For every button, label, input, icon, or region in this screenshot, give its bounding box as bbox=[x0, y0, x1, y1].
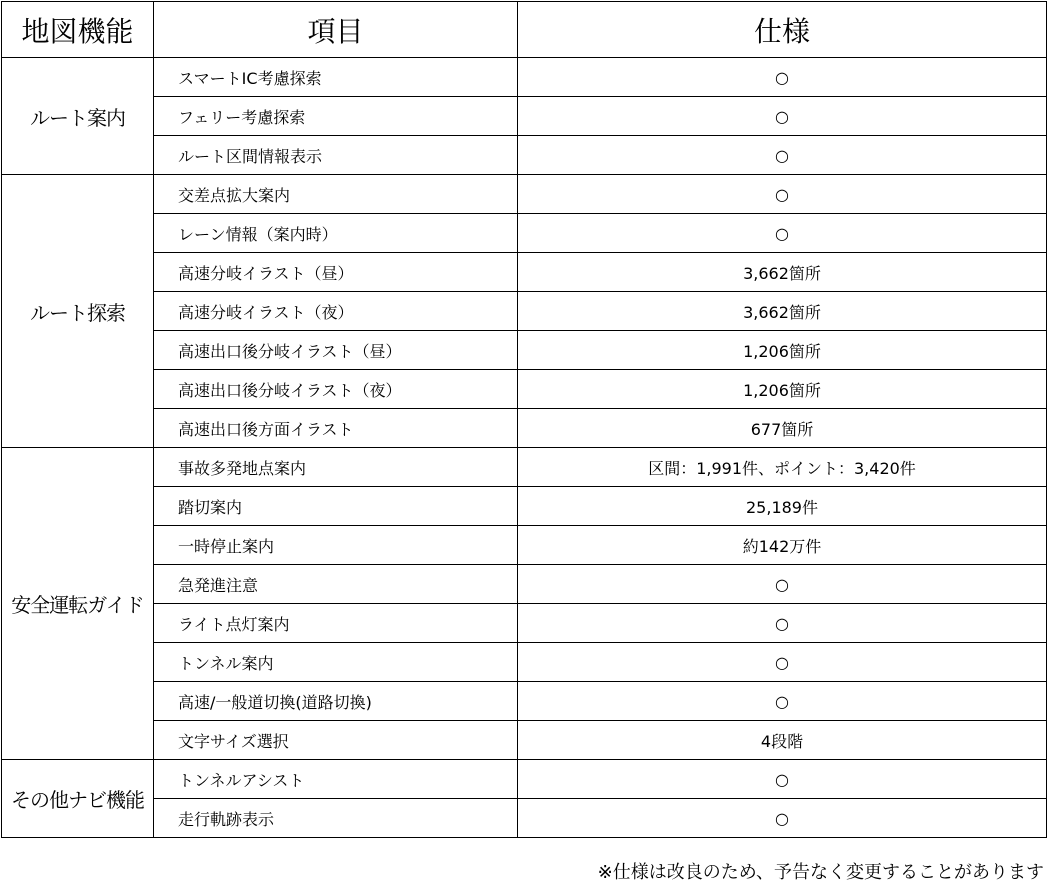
spec-value: 区間：1,991件、ポイント：3,420件 bbox=[518, 448, 1047, 487]
item-label: レーン情報（案内時） bbox=[154, 214, 518, 253]
category-safe-driving-guide: 安全運転ガイド bbox=[2, 448, 154, 760]
item-label: 一時停止案内 bbox=[154, 526, 518, 565]
table-row bbox=[2, 526, 1047, 565]
item-label: 交差点拡大案内 bbox=[154, 175, 518, 214]
table-row bbox=[2, 682, 1047, 721]
category-route-search: ルート探索 bbox=[2, 175, 154, 448]
header-spec: 仕様 bbox=[518, 2, 1047, 58]
item-label: 急発進注意 bbox=[154, 565, 518, 604]
table-row bbox=[2, 175, 1047, 214]
header-row bbox=[2, 2, 1047, 58]
item-label: トンネル案内 bbox=[154, 643, 518, 682]
item-label: ルート区間情報表示 bbox=[154, 136, 518, 175]
item-label: 事故多発地点案内 bbox=[154, 448, 518, 487]
table-row bbox=[2, 370, 1047, 409]
spec-value: ○ bbox=[518, 760, 1047, 799]
item-label: 高速出口後分岐イラスト（夜） bbox=[154, 370, 518, 409]
spec-value: 3,662箇所 bbox=[518, 253, 1047, 292]
spec-value: ○ bbox=[518, 58, 1047, 97]
item-label: 文字サイズ選択 bbox=[154, 721, 518, 760]
table-row bbox=[2, 487, 1047, 526]
table-row bbox=[2, 292, 1047, 331]
item-label: 高速/一般道切換(道路切換) bbox=[154, 682, 518, 721]
table-row bbox=[2, 760, 1047, 799]
spec-value: ○ bbox=[518, 97, 1047, 136]
spec-value: ○ bbox=[518, 799, 1047, 838]
spec-value: ○ bbox=[518, 136, 1047, 175]
table-row bbox=[2, 58, 1047, 97]
table-row bbox=[2, 331, 1047, 370]
spec-value: ○ bbox=[518, 565, 1047, 604]
spec-value: 約142万件 bbox=[518, 526, 1047, 565]
item-label: 走行軌跡表示 bbox=[154, 799, 518, 838]
table-row bbox=[2, 799, 1047, 838]
spec-value: 4段階 bbox=[518, 721, 1047, 760]
table-row bbox=[2, 643, 1047, 682]
spec-value: 25,189件 bbox=[518, 487, 1047, 526]
item-label: 踏切案内 bbox=[154, 487, 518, 526]
table-row bbox=[2, 214, 1047, 253]
header-item: 項目 bbox=[154, 2, 518, 58]
item-label: フェリー考慮探索 bbox=[154, 97, 518, 136]
spec-value: 1,206箇所 bbox=[518, 370, 1047, 409]
spec-value: ○ bbox=[518, 682, 1047, 721]
spec-value: 3,662箇所 bbox=[518, 292, 1047, 331]
table-row bbox=[2, 136, 1047, 175]
spec-value: ○ bbox=[518, 214, 1047, 253]
table-row bbox=[2, 721, 1047, 760]
category-other-navi-functions: その他ナビ機能 bbox=[2, 760, 154, 838]
item-label: 高速出口後方面イラスト bbox=[154, 409, 518, 448]
table-row bbox=[2, 97, 1047, 136]
spec-value: ○ bbox=[518, 604, 1047, 643]
item-label: 高速分岐イラスト（昼） bbox=[154, 253, 518, 292]
item-label: ライト点灯案内 bbox=[154, 604, 518, 643]
item-label: 高速出口後分岐イラスト（昼） bbox=[154, 331, 518, 370]
table-row bbox=[2, 448, 1047, 487]
item-label: 高速分岐イラスト（夜） bbox=[154, 292, 518, 331]
category-route-guidance: ルート案内 bbox=[2, 58, 154, 175]
spec-value: 1,206箇所 bbox=[518, 331, 1047, 370]
table-row bbox=[2, 565, 1047, 604]
item-label: スマートIC考慮探索 bbox=[154, 58, 518, 97]
spec-value: ○ bbox=[518, 643, 1047, 682]
spec-table bbox=[1, 1, 1047, 838]
table-row bbox=[2, 253, 1047, 292]
spec-value: ○ bbox=[518, 175, 1047, 214]
item-label: トンネルアシスト bbox=[154, 760, 518, 799]
table-row bbox=[2, 604, 1047, 643]
spec-value: 677箇所 bbox=[518, 409, 1047, 448]
header-map-function: 地図機能 bbox=[2, 2, 154, 58]
table-row bbox=[2, 409, 1047, 448]
disclaimer-note: ※仕様は改良のため、予告なく変更することがあります bbox=[597, 862, 1044, 883]
